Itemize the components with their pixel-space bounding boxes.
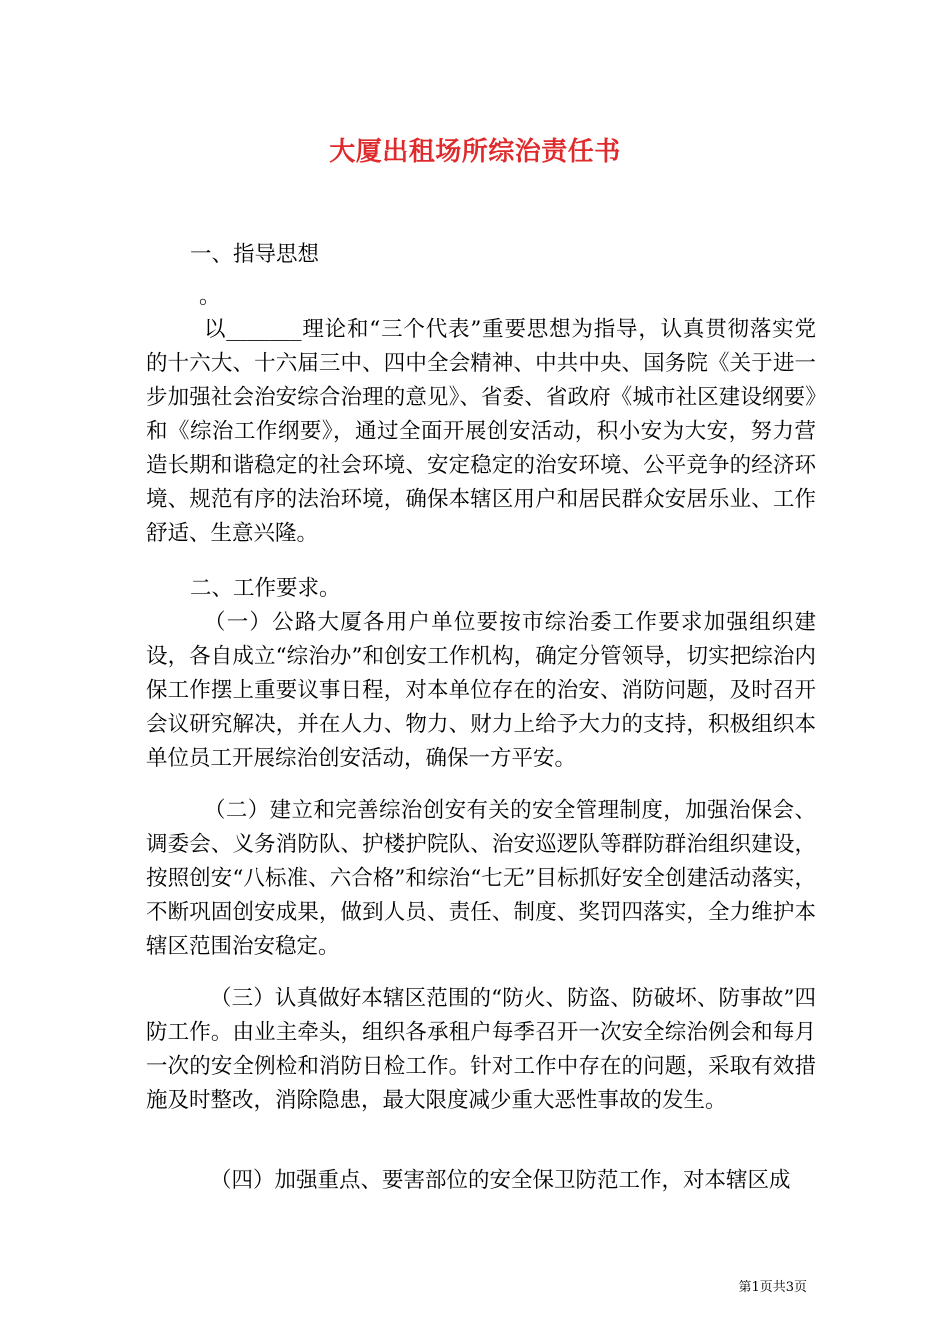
- section-heading-guiding-ideology: 一、指导思想: [190, 242, 320, 267]
- document-title: 大厦出租场所综治责任书: [329, 137, 621, 167]
- paragraph-item-1: （一）公路大厦各用户单位要按市综治委工作要求加强组织建设，各自成立“综治办”和创安工作机构，确定分管领导，切实把综治内保工作摆上重要议事日程，对本单位存在的治安、消防问题，及时召开会议研究解决，并在人力、物力、财力上给予大力的支持，积极组织本单位员工开展综治创安活动，确保一方平安。: [146, 610, 816, 771]
- paragraph-item-2: （二）建立和完善综治创安有关的安全管理制度，加强治保会、调委会、义务消防队、护楼护院队、治安巡逻队等群防群治组织建设，按照创安“八标准、六合格”和综治“七无”目标抓好安全创建活动落实，不断巩固创安成果，做到人员、责任、制度、奖罚四落实，全力维护本辖区范围治安稳定。: [146, 798, 816, 959]
- page-number: 第1页共3页: [738, 1280, 807, 1295]
- stray-punctuation: 。: [199, 284, 221, 309]
- paragraph-item-3: （三）认真做好本辖区范围的“防火、防盗、防破坏、防事故”四防工作。由业主牵头，组织各承租户每季召开一次安全综治例会和每月一次的安全例检和消防日检工作。针对工作中存在的问题，采取有效措施及时整改，消除隐患，最大限度减少重大恶性事故的发生。: [146, 986, 816, 1113]
- paragraph-item-4: （四）加强重点、要害部位的安全保卫防范工作，对本辖区成: [210, 1168, 791, 1193]
- section-heading-work-requirements: 二、工作要求。: [190, 576, 341, 601]
- paragraph-guiding-ideology: 以_______理论和“三个代表”重要思想为指导，认真贯彻落实党的十六大、十六届三中、四中全会精神、中共中央、国务院《关于进一步加强社会治安综合治理的意见》、省委、省政府《城市社区建设纲要》和《综治工作纲要》，通过全面开展创安活动，积小安为大安，努力营造长期和谐稳定的社会环境、安定稳定的治安环境、公平竞争的经济环境、规范有序的法治环境，确保本辖区用户和居民群众安居乐业、工作舒适、生意兴隆。: [146, 317, 816, 546]
